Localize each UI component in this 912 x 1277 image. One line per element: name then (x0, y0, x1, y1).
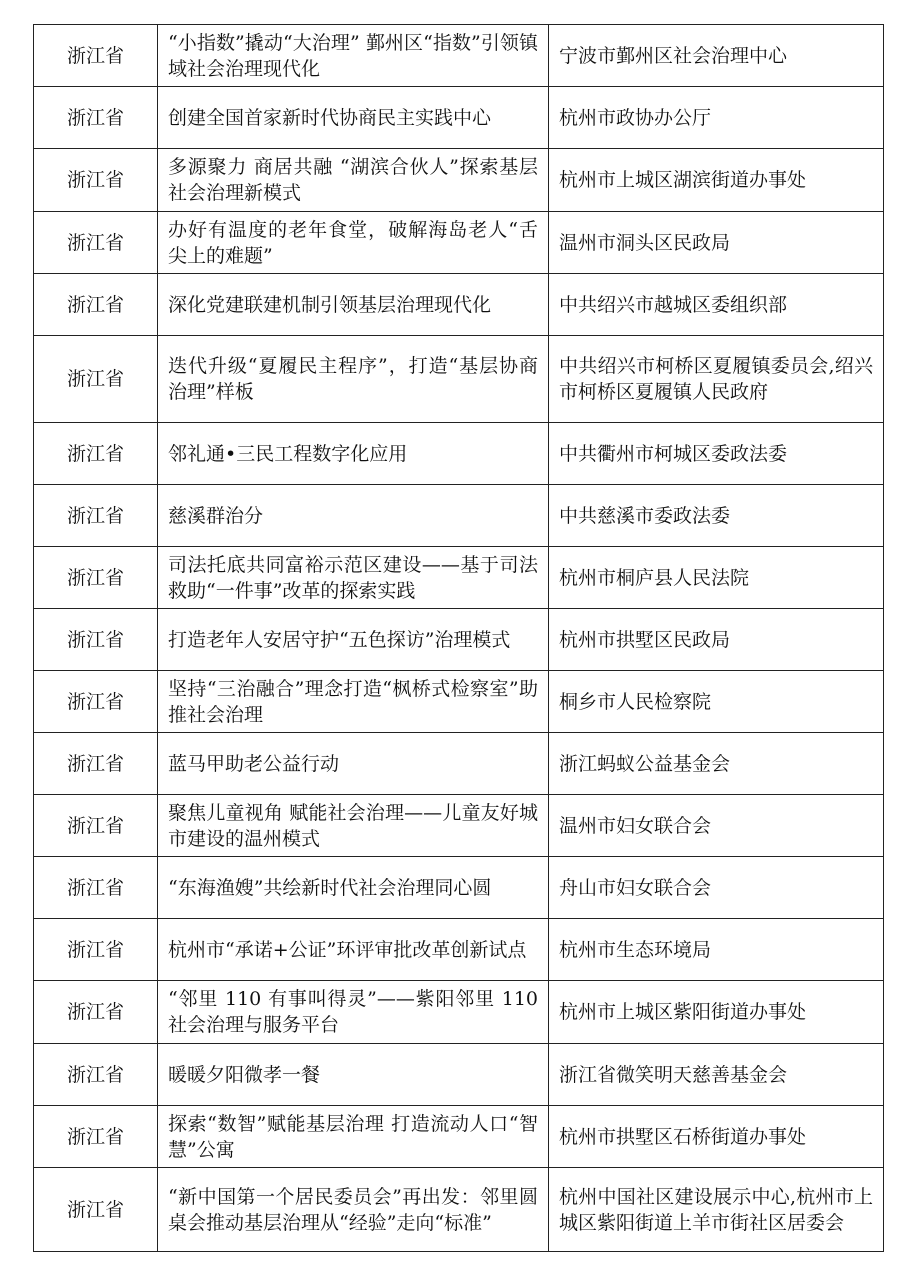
table-row (34, 485, 884, 547)
table-row (34, 733, 884, 795)
table-row (34, 857, 884, 919)
document-page (33, 24, 884, 1252)
project-cell: 迭代升级“夏履民主程序”，打造“基层协商治理”样板 (158, 336, 549, 423)
table-row (34, 981, 884, 1044)
table-row (34, 1106, 884, 1168)
project-cell: “东海渔嫂”共绘新时代社会治理同心圆 (158, 857, 549, 919)
province-cell: 浙江省 (34, 149, 158, 212)
organization-cell: 杭州市上城区湖滨街道办事处 (549, 149, 884, 212)
project-cell: 多源聚力 商居共融 “湖滨合伙人”探索基层社会治理新模式 (158, 149, 549, 212)
project-cell: “新中国第一个居民委员会”再出发：邻里圆桌会推动基层治理从“经验”走向“标准” (158, 1168, 549, 1252)
organization-cell: 舟山市妇女联合会 (549, 857, 884, 919)
project-cell: 慈溪群治分 (158, 485, 549, 547)
organization-cell: 中共绍兴市越城区委组织部 (549, 274, 884, 336)
organization-cell: 杭州市生态环境局 (549, 919, 884, 981)
project-table (33, 24, 884, 1252)
project-cell: 创建全国首家新时代协商民主实践中心 (158, 87, 549, 149)
table-row (34, 547, 884, 609)
table-row (34, 609, 884, 671)
province-cell: 浙江省 (34, 547, 158, 609)
organization-cell: 杭州市上城区紫阳街道办事处 (549, 981, 884, 1044)
project-cell: 邻礼通•三民工程数字化应用 (158, 423, 549, 485)
province-cell: 浙江省 (34, 919, 158, 981)
province-cell: 浙江省 (34, 1106, 158, 1168)
project-cell: 聚焦儿童视角 赋能社会治理——儿童友好城市建设的温州模式 (158, 795, 549, 857)
table-row (34, 25, 884, 87)
project-cell: 司法托底共同富裕示范区建设——基于司法救助“一件事”改革的探索实践 (158, 547, 549, 609)
project-cell: 探索“数智”赋能基层治理 打造流动人口“智慧”公寓 (158, 1106, 549, 1168)
province-cell: 浙江省 (34, 671, 158, 733)
project-cell: 打造老年人安居守护“五色探访”治理模式 (158, 609, 549, 671)
organization-cell: 宁波市鄞州区社会治理中心 (549, 25, 884, 87)
table-row (34, 671, 884, 733)
project-cell: 坚持“三治融合”理念打造“枫桥式检察室”助推社会治理 (158, 671, 549, 733)
organization-cell: 杭州市桐庐县人民法院 (549, 547, 884, 609)
table-row (34, 274, 884, 336)
table-row (34, 212, 884, 274)
organization-cell: 中共慈溪市委政法委 (549, 485, 884, 547)
province-cell: 浙江省 (34, 25, 158, 87)
organization-cell: 杭州市拱墅区石桥街道办事处 (549, 1106, 884, 1168)
province-cell: 浙江省 (34, 212, 158, 274)
province-cell: 浙江省 (34, 1044, 158, 1106)
organization-cell: 中共衢州市柯城区委政法委 (549, 423, 884, 485)
organization-cell: 杭州市政协办公厅 (549, 87, 884, 149)
project-cell: 杭州市“承诺+公证”环评审批改革创新试点 (158, 919, 549, 981)
table-row (34, 149, 884, 212)
table-row (34, 1044, 884, 1106)
province-cell: 浙江省 (34, 733, 158, 795)
organization-cell: 杭州市拱墅区民政局 (549, 609, 884, 671)
organization-cell: 杭州中国社区建设展示中心,杭州市上城区紫阳街道上羊市街社区居委会 (549, 1168, 884, 1252)
province-cell: 浙江省 (34, 274, 158, 336)
organization-cell: 中共绍兴市柯桥区夏履镇委员会,绍兴市柯桥区夏履镇人民政府 (549, 336, 884, 423)
project-cell: “邻里 110 有事叫得灵”——紫阳邻里 110 社会治理与服务平台 (158, 981, 549, 1044)
table-row (34, 1168, 884, 1252)
organization-cell: 温州市妇女联合会 (549, 795, 884, 857)
province-cell: 浙江省 (34, 857, 158, 919)
table-row (34, 87, 884, 149)
province-cell: 浙江省 (34, 609, 158, 671)
project-cell: “小指数”撬动“大治理” 鄞州区“指数”引领镇域社会治理现代化 (158, 25, 549, 87)
project-cell: 暖暖夕阳微孝一餐 (158, 1044, 549, 1106)
project-cell: 蓝马甲助老公益行动 (158, 733, 549, 795)
province-cell: 浙江省 (34, 795, 158, 857)
table-row (34, 919, 884, 981)
province-cell: 浙江省 (34, 1168, 158, 1252)
province-cell: 浙江省 (34, 981, 158, 1044)
province-cell: 浙江省 (34, 485, 158, 547)
organization-cell: 浙江蚂蚁公益基金会 (549, 733, 884, 795)
organization-cell: 桐乡市人民检察院 (549, 671, 884, 733)
project-cell: 办好有温度的老年食堂，破解海岛老人“舌尖上的难题” (158, 212, 549, 274)
province-cell: 浙江省 (34, 87, 158, 149)
province-cell: 浙江省 (34, 336, 158, 423)
project-cell: 深化党建联建机制引领基层治理现代化 (158, 274, 549, 336)
province-cell: 浙江省 (34, 423, 158, 485)
table-row (34, 795, 884, 857)
organization-cell: 温州市洞头区民政局 (549, 212, 884, 274)
table-row (34, 423, 884, 485)
organization-cell: 浙江省微笑明天慈善基金会 (549, 1044, 884, 1106)
table-row (34, 336, 884, 423)
